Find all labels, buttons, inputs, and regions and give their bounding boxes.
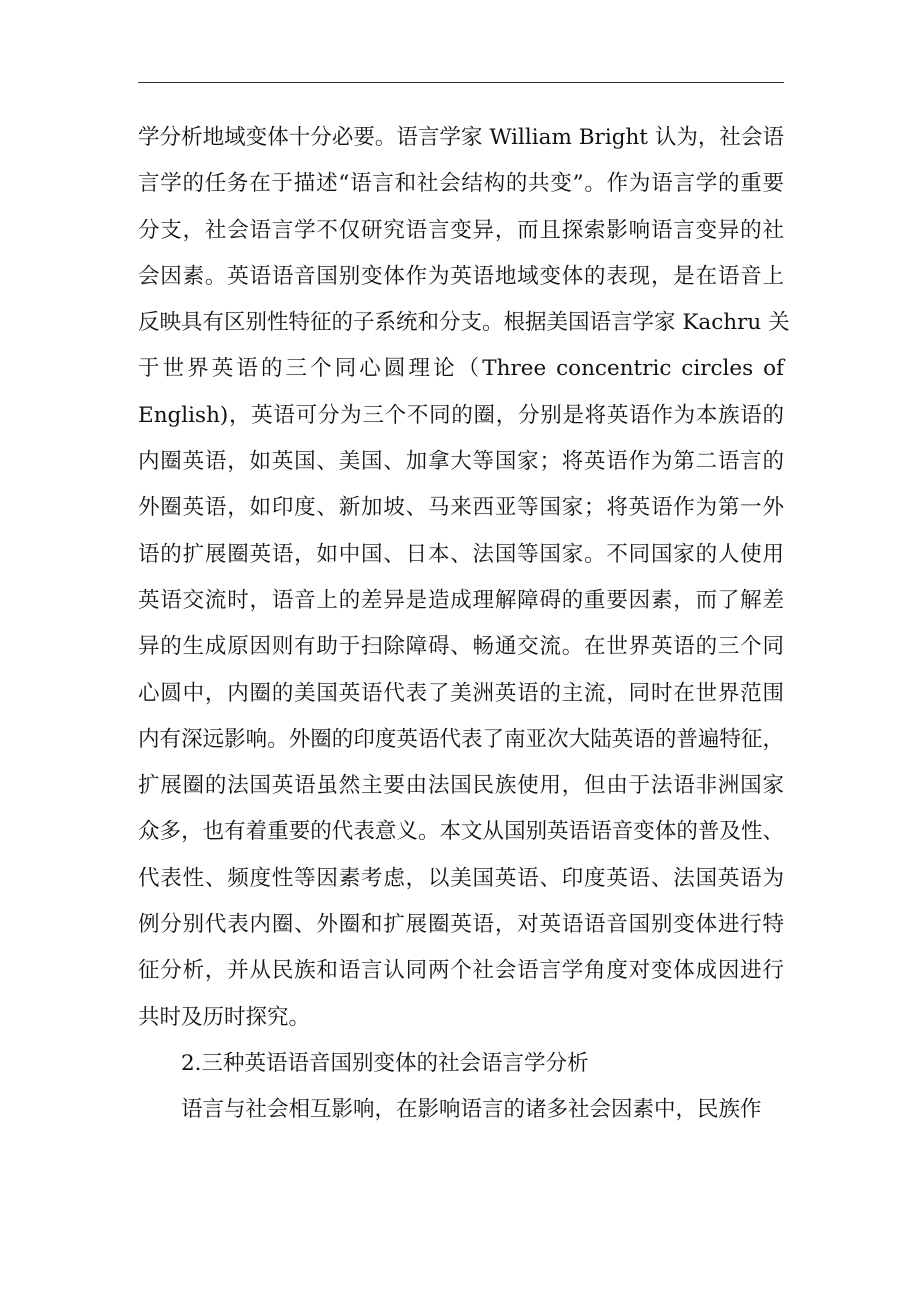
text-line: English)，英语可分为三个不同的圈，分别是将英语作为本族语的: [138, 402, 784, 428]
text-line: 语的扩展圈英语，如中国、日本、法国等国家。不同国家的人使用: [138, 541, 784, 567]
text-line: 学分析地域变体十分必要。语言学家 William Bright 认为，社会语: [138, 125, 784, 150]
text-line: 内有深远影响。外圈的印度英语代表了南亚次大陆英语的普遍特征，: [138, 726, 784, 752]
text-line: 于世界英语的三个同心圆理论（Three concentric circles of: [138, 356, 784, 382]
text-line: 反映具有区别性特征的子系统和分支。根据美国语言学家 Kachru 关: [138, 310, 790, 336]
text-line: 言学的任务在于描述“语言和社会结构的共变”。作为语言学的重要: [138, 171, 784, 197]
section-heading: 2.三种英语语音国别变体的社会语言学分析: [181, 1050, 589, 1076]
text-line-last: 共时及历时探究。: [138, 1004, 311, 1030]
text-line: 征分析，并从民族和语言认同两个社会语言学角度对变体成因进行: [138, 958, 784, 984]
text-line: 心圆中，内圈的美国英语代表了美洲英语的主流，同时在世界范围: [138, 680, 784, 706]
paragraph-first-line: 语言与社会相互影响，在影响语言的诸多社会因素中，民族作: [181, 1097, 762, 1123]
text-line: 异的生成原因则有助于扫除障碍、畅通交流。在世界英语的三个同: [138, 634, 784, 660]
text-line: 内圈英语，如英国、美国、加拿大等国家；将英语作为第二语言的: [138, 449, 784, 475]
text-line: 代表性、频度性等因素考虑，以美国英语、印度英语、法国英语为: [138, 865, 784, 891]
text-line: 众多，也有着重要的代表意义。本文从国别英语语音变体的普及性、: [138, 819, 784, 845]
text-line: 外圈英语，如印度、新加坡、马来西亚等国家；将英语作为第一外: [138, 495, 784, 521]
header-rule: [138, 82, 784, 83]
text-line: 例分别代表内圈、外圈和扩展圈英语，对英语语音国别变体进行特: [138, 912, 784, 938]
text-line: 分支，社会语言学不仅研究语言变异，而且探索影响语言变异的社: [138, 217, 784, 243]
body-text: [138, 115, 790, 1134]
text-line: 会因素。英语语音国别变体作为英语地域变体的表现，是在语音上: [138, 263, 784, 289]
text-line: 英语交流时，语音上的差异是造成理解障碍的重要因素，而了解差: [138, 587, 784, 613]
text-line: 扩展圈的法国英语虽然主要由法国民族使用，但由于法语非洲国家: [138, 773, 784, 799]
